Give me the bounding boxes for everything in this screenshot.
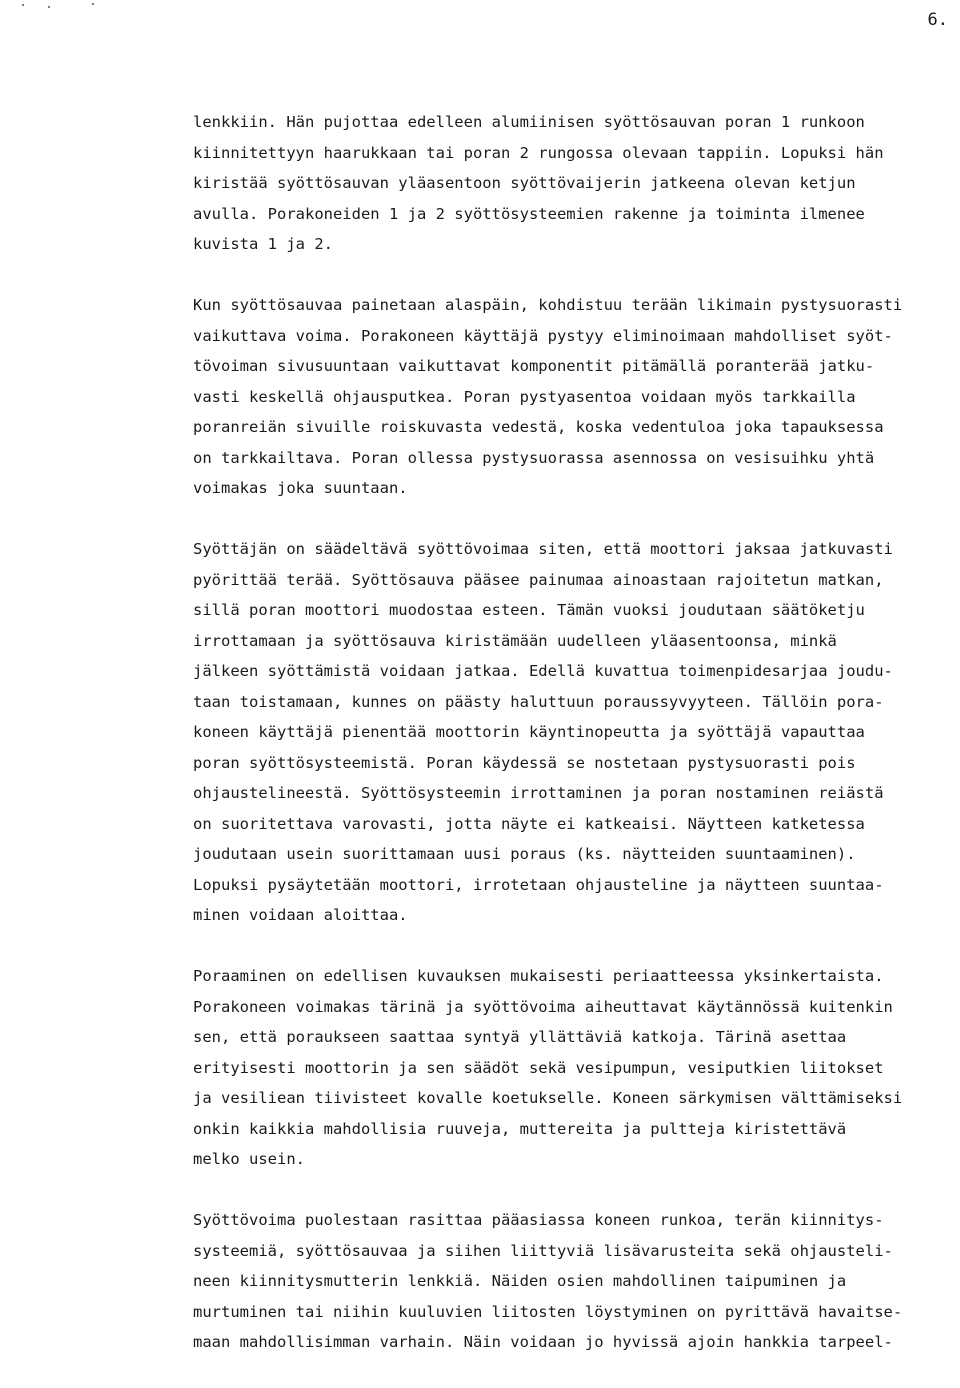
text-line: onkin kaikkia mahdollisia ruuveja, muttereita ja pultteja kiristettävä	[193, 1119, 847, 1138]
text-line: murtuminen tai niihin kuuluvien liitosten löystyminen on pyrittävä havaitse-	[193, 1302, 903, 1321]
text-line: avulla. Porakoneiden 1 ja 2 syöttösysteemien rakenne ja toiminta ilmenee	[193, 204, 865, 223]
text-line: erityisesti moottorin ja sen säädöt sekä vesipumpun, vesiputkien liitokset	[193, 1058, 884, 1077]
text-line: ja vesiliean tiivisteet kovalle koetukselle. Koneen särkymisen välttämiseksi	[193, 1089, 903, 1107]
text-line: ohjaustelineestä. Syöttösysteemin irrottaminen ja poran nostaminen reiästä	[193, 784, 884, 802]
text-line: kuvista 1 ja 2.	[193, 235, 333, 253]
text-line: Syöttövoima puolestaan rasittaa pääasiassa koneen runkoa, terän kiinnitys-	[193, 1211, 884, 1229]
text-line: sen, että poraukseen saattaa syntyä yllättäviä katkoja. Tärinä asettaa	[193, 1028, 847, 1046]
text-line: maan mahdollisimman varhain. Näin voidaan jo hyvissä ajoin hankkia tarpeel-	[193, 1333, 893, 1351]
text-line: poran syöttösysteemistä. Poran käydessä se nostetaan pystysuorasti pois	[193, 753, 856, 772]
text-line: Syöttäjän on säädeltävä syöttövoimaa siten, että moottori jaksaa jatkuvasti	[193, 540, 893, 558]
text-line: systeemiä, syöttösauvaa ja siihen liittyviä lisävarusteita sekä ohjausteli-	[193, 1241, 893, 1260]
text-line: pyörittää terää. Syöttösauva pääsee painumaa ainoastaan rajoitetun matkan,	[193, 570, 884, 589]
scan-speck	[92, 3, 94, 5]
paragraph	[193, 1205, 953, 1358]
text-line: Porakoneen voimakas tärinä ja syöttövoima aiheuttavat käytännössä kuitenkin	[193, 997, 893, 1016]
text-line: Poraaminen on edellisen kuvauksen mukaisesti periaatteessa yksinkertaista.	[193, 967, 884, 985]
text-line: poranreiän sivuille roiskuvasta vedestä, koska vedentuloa joka tapauksessa	[193, 418, 884, 436]
text-line: kiristää syöttösauvan yläasentoon syöttövaijerin jatkeena olevan ketjun	[193, 174, 856, 192]
text-line: on tarkkailtava. Poran ollessa pystysuorassa asennossa on vesisuihku yhtä	[193, 448, 875, 467]
text-line: sillä poran moottori muodostaa esteen. Tämän vuoksi joudutaan säätöketju	[193, 601, 865, 619]
text-line: kiinnitettyyn haarukkaan tai poran 2 rungossa olevaan tappiin. Lopuksi hän	[193, 143, 884, 162]
text-line: taan toistamaan, kunnes on päästy haluttuun poraussyvyyteen. Tällöin pora-	[193, 692, 884, 711]
scan-speck	[48, 6, 50, 8]
text-line: neen kiinnitysmutterin lenkkiä. Näiden osien mahdollinen taipuminen ja	[193, 1272, 847, 1290]
text-line: joudutaan usein suorittamaan uusi poraus (ks. näytteiden suuntaaminen).	[193, 845, 856, 863]
text-line: koneen käyttäjä pienentää moottorin käyntinopeutta ja syöttäjä vapauttaa	[193, 723, 865, 741]
text-line: lenkkiin. Hän pujottaa edelleen alumiinisen syöttösauvan poran 1 runkoon	[193, 113, 865, 131]
text-line: minen voidaan aloittaa.	[193, 906, 408, 924]
text-line: vaikuttava voima. Porakoneen käyttäjä pystyy eliminoimaan mahdolliset syöt-	[193, 326, 893, 345]
text-line: on suoritettava varovasti, jotta näyte ei katkeaisi. Näytteen katketessa	[193, 814, 865, 833]
paragraph	[193, 107, 953, 260]
page-number: 6.	[927, 10, 948, 30]
text-line: Lopuksi pysäytetään moottori, irrotetaan ohjausteline ja näytteen suuntaa-	[193, 875, 884, 894]
text-line: tövoiman sivusuuntaan vaikuttavat komponentit pitämällä poranterää jatku-	[193, 357, 875, 375]
scan-speck	[22, 4, 24, 6]
paragraph	[193, 961, 953, 1175]
text-line: melko usein.	[193, 1150, 305, 1168]
text-line: Kun syöttösauvaa painetaan alaspäin, kohdistuu terään likimain pystysuorasti	[193, 296, 903, 314]
document-body	[193, 107, 953, 1388]
paragraph	[193, 534, 953, 931]
text-line: irrottamaan ja syöttösauva kiristämään uudelleen yläasentoonsa, minkä	[193, 631, 837, 650]
text-line: voimakas joka suuntaan.	[193, 479, 408, 497]
text-line: jälkeen syöttämistä voidaan jatkaa. Edellä kuvattua toimenpidesarjaa joudu-	[193, 662, 893, 680]
paragraph	[193, 290, 953, 504]
text-line: vasti keskellä ohjausputkea. Poran pystyasentoa voidaan myös tarkkailla	[193, 387, 856, 406]
